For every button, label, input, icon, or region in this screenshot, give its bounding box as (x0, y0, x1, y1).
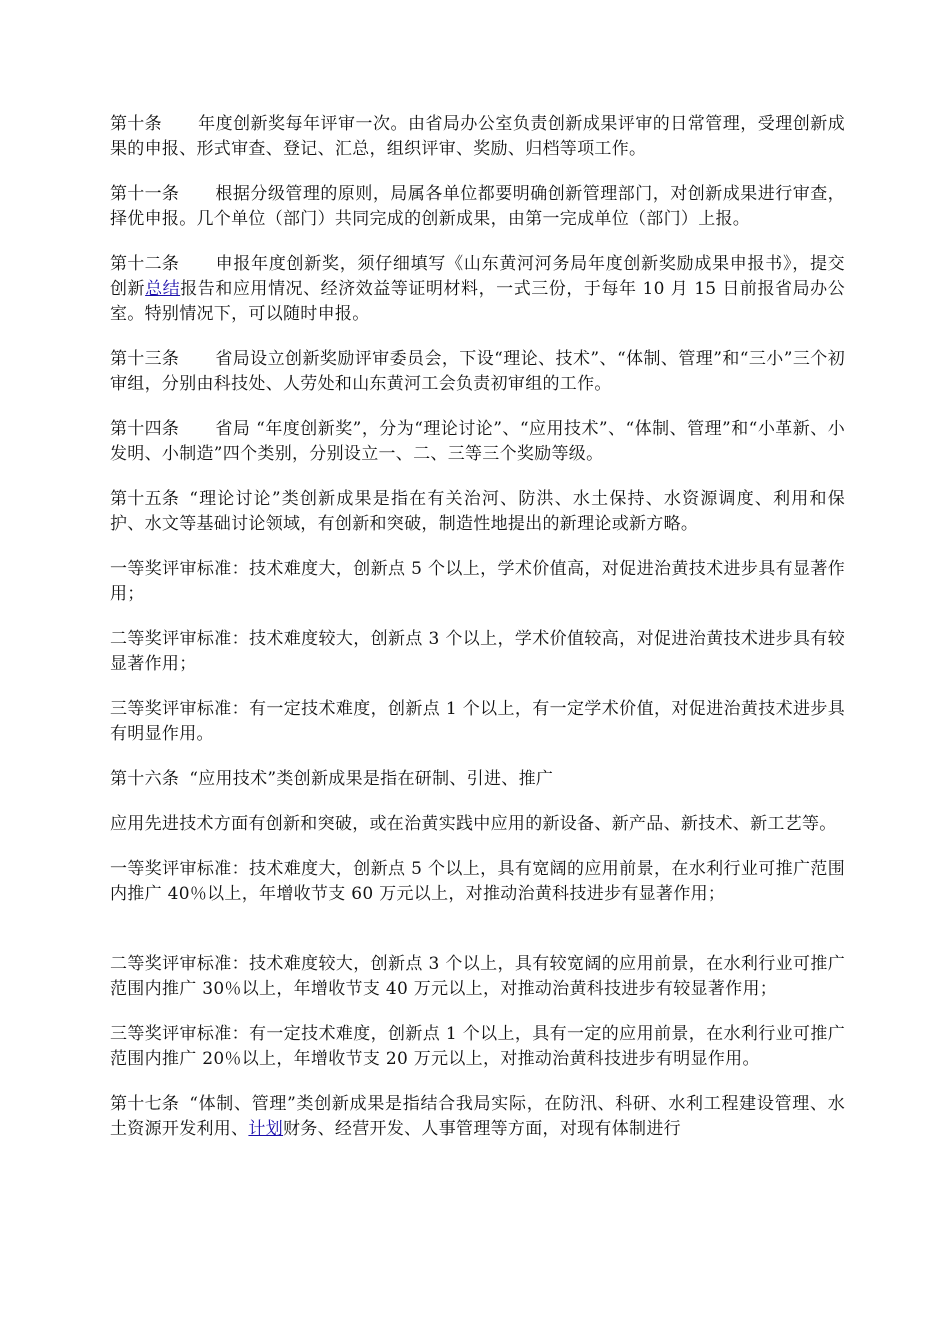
article-text: “体制、管理”类创新成果是指结合我局实际，在防汛、科研、水利工程建设管理、水土资源开发利用、 (110, 1094, 845, 1139)
article-text: “理论讨论”类创新成果是指在有关治河、防洪、水土保持、水资源调度、利用和保护、水文等基础讨论领域，有创新和突破，制造性地提出的新理论或新方略。 (110, 489, 845, 534)
article-text: 根据分级管理的原则，局属各单位都要明确创新管理部门，对创新成果进行审查，择优申报。几个单位（部门）共同完成的创新成果，由第一完成单位（部门）上报。 (110, 184, 845, 229)
article-16-continued (110, 812, 845, 837)
article-number: 第十七条 (110, 1094, 180, 1114)
article-number: 第十条 (110, 114, 162, 134)
theory-first-prize-criteria (110, 557, 845, 607)
summary-link[interactable]: 总结 (145, 279, 181, 299)
article-13 (110, 347, 845, 397)
criteria-text: 二等奖评审标准：技术难度较大，创新点 3 个以上，学术价值较高，对促进治黄技术进步具有较显著作用； (110, 629, 845, 674)
article-16 (110, 767, 845, 792)
article-number: 第十二条 (110, 254, 180, 274)
criteria-text: 三等奖评审标准：有一定技术难度，创新点 1 个以上，具有一定的应用前景，在水利行业可推广范围内推广 20％以上，年增收节支 20 万元以上，对推动治黄科技进步有明显作用。 (110, 1024, 845, 1069)
article-number: 第十五条 (110, 489, 180, 509)
article-text-continued: 财务、经营开发、人事管理等方面，对现有体制进行 (283, 1119, 681, 1139)
plan-link[interactable]: 计划 (248, 1119, 284, 1139)
article-12 (110, 252, 845, 327)
article-number: 第十六条 (110, 769, 180, 789)
article-text: 申报年度创新奖，须仔细填写《山东黄河河务局年度创新奖励成果申报书》，提交创新 (110, 254, 845, 299)
article-text: 应用先进技术方面有创新和突破，或在治黄实践中应用的新设备、新产品、新技术、新工艺等。 (110, 814, 837, 834)
document-body (110, 112, 845, 1162)
criteria-text: 二等奖评审标准：技术难度较大，创新点 3 个以上，具有较宽阔的应用前景，在水利行业可推广范围内推广 30％以上，年增收节支 40 万元以上，对推动治黄科技进步有较显著作用； (110, 954, 845, 999)
criteria-text: 一等奖评审标准：技术难度大，创新点 5 个以上，学术价值高，对促进治黄技术进步具有显著作用； (110, 559, 845, 604)
article-11 (110, 182, 845, 232)
applied-third-prize-criteria (110, 1022, 845, 1072)
article-17 (110, 1092, 845, 1142)
article-15 (110, 487, 845, 537)
article-number: 第十三条 (110, 349, 180, 369)
article-text-continued: 报告和应用情况、经济效益等证明材料，一式三份，于每年 10 月 15 日前报省局办公室。特别情况下，可以随时申报。 (110, 279, 845, 324)
article-text: 年度创新奖每年评审一次。由省局办公室负责创新成果评审的日常管理，受理创新成果的申报、形式审查、登记、汇总，组织评审、奖励、归档等项工作。 (110, 114, 845, 159)
theory-second-prize-criteria (110, 627, 845, 677)
article-text: 省局设立创新奖励评审委员会，下设“理论、技术”、“体制、管理”和“三小”三个初审组，分别由科技处、人劳处和山东黄河工会负责初审组的工作。 (110, 349, 845, 394)
article-text: 省局 “年度创新奖”，分为“理论讨论”、“应用技术”、“体制、管理”和“小革新、小发明、小制造”四个类别，分别设立一、二、三等三个奖励等级。 (110, 419, 845, 464)
criteria-text: 一等奖评审标准：技术难度大，创新点 5 个以上，具有宽阔的应用前景，在水利行业可推广范围内推广 40％以上，年增收节支 60 万元以上，对推动治黄科技进步有显著作用； (110, 859, 845, 904)
applied-first-prize-criteria (110, 857, 845, 907)
article-14 (110, 417, 845, 467)
article-number: 第十一条 (110, 184, 180, 204)
article-10 (110, 112, 845, 162)
article-text: “应用技术”类创新成果是指在研制、引进、推广 (189, 769, 554, 789)
theory-third-prize-criteria (110, 697, 845, 747)
applied-second-prize-criteria (110, 952, 845, 1002)
criteria-text: 三等奖评审标准：有一定技术难度，创新点 1 个以上，有一定学术价值，对促进治黄技术进步具有明显作用。 (110, 699, 845, 744)
article-number: 第十四条 (110, 419, 180, 439)
